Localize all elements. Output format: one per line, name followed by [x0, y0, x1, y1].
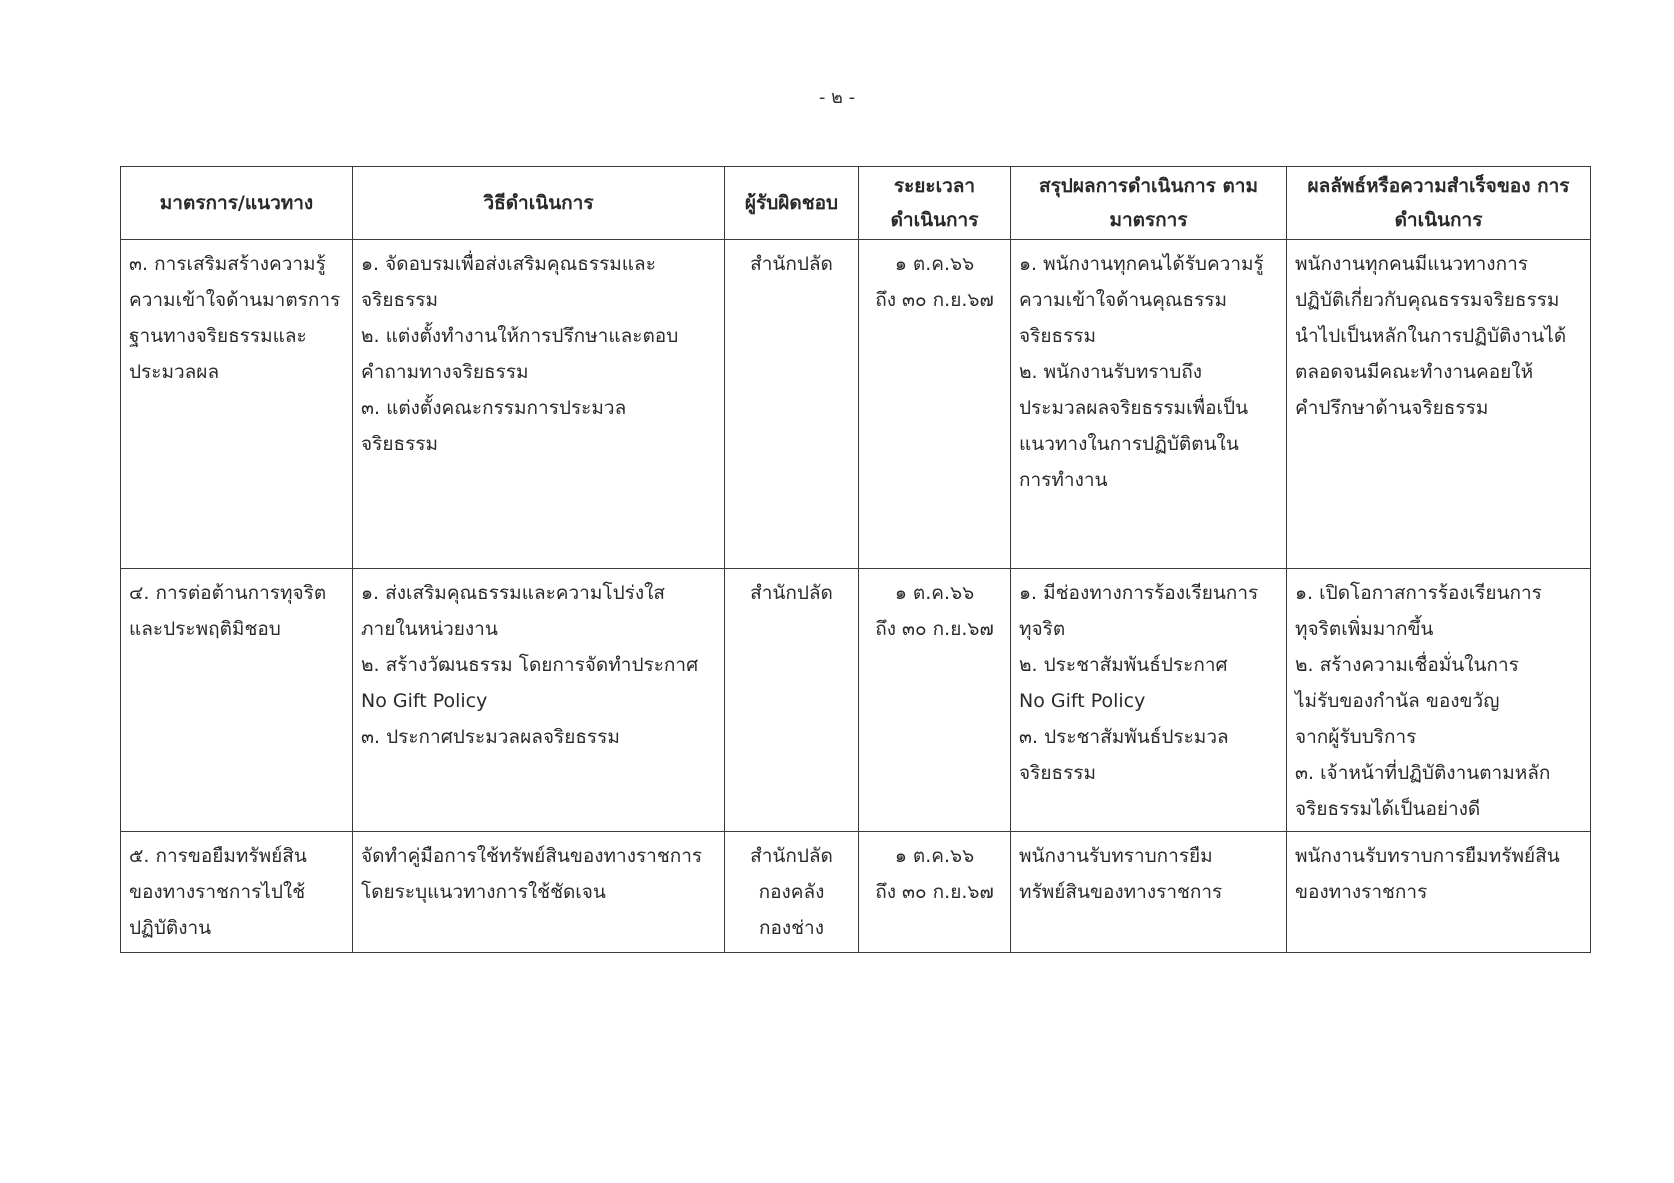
cell-measure: ๕. การขอยืมทรัพย์สิน ของทางราชการไปใช้ ปฏิบัติงาน: [121, 832, 353, 953]
cell-summary: ๑. มีช่องทางการร้องเรียนการ ทุจริต ๒. ประชาสัมพันธ์ประกาศ No Gift Policy ๓. ประชาสัมพันธ์ประมวล จริยธรรม: [1011, 569, 1287, 832]
header-method: วิธีดำเนินการ: [353, 167, 725, 240]
cell-result: ๑. เปิดโอกาสการร้องเรียนการ ทุจริตเพิ่มมากขึ้น ๒. สร้างความเชื่อมั่นในการ ไม่รับของกำนัล ของขวัญ จากผู้รับบริการ ๓. เจ้าหน้าที่ปฏิบัติงานตามหลัก จริยธรรมได้เป็นอย่างดี: [1287, 569, 1591, 832]
cell-measure: ๓. การเสริมสร้างความรู้ ความเข้าใจด้านมาตรการ ฐานทางจริยธรรมและ ประมวลผล: [121, 240, 353, 569]
header-measure: มาตรการ/แนวทาง: [121, 167, 353, 240]
cell-summary: ๑. พนักงานทุกคนได้รับความรู้ ความเข้าใจด้านคุณธรรม จริยธรรม ๒. พนักงานรับทราบถึง ประมวลผลจริยธรรมเพื่อเป็น แนวทางในการปฏิบัติตนใน การทำงาน: [1011, 240, 1287, 569]
cell-measure: ๔. การต่อต้านการทุจริต และประพฤติมิชอบ: [121, 569, 353, 832]
cell-period: ๑ ต.ค.๖๖ ถึง ๓๐ ก.ย.๖๗: [859, 832, 1011, 953]
header-responsible: ผู้รับผิดชอบ: [725, 167, 859, 240]
cell-responsible: สำนักปลัด: [725, 240, 859, 569]
header-summary: สรุปผลการดำเนินการ ตามมาตรการ: [1011, 167, 1287, 240]
cell-period: ๑ ต.ค.๖๖ ถึง ๓๐ ก.ย.๖๗: [859, 240, 1011, 569]
cell-period: ๑ ต.ค.๖๖ ถึง ๓๐ ก.ย.๖๗: [859, 569, 1011, 832]
cell-responsible: สำนักปลัด: [725, 569, 859, 832]
header-period: ระยะเวลา ดำเนินการ: [859, 167, 1011, 240]
cell-result: พนักงานรับทราบการยืมทรัพย์สิน ของทางราชการ: [1287, 832, 1591, 953]
cell-method: จัดทำคู่มือการใช้ทรัพย์สินของทางราชการ โดยระบุแนวทางการใช้ชัดเจน: [353, 832, 725, 953]
cell-method: ๑. จัดอบรมเพื่อส่งเสริมคุณธรรมและ จริยธรรม ๒. แต่งตั้งทำงานให้การปรึกษาและตอบ คำถามทางจริยธรรม ๓. แต่งตั้งคณะกรรมการประมวล จริยธรรม: [353, 240, 725, 569]
ethics-measures-table: [120, 166, 1591, 953]
cell-result: พนักงานทุกคนมีแนวทางการ ปฏิบัติเกี่ยวกับคุณธรรมจริยธรรม นำไปเป็นหลักในการปฏิบัติงานได้ ตลอดจนมีคณะทำงานคอยให้ คำปรึกษาด้านจริยธรรม: [1287, 240, 1591, 569]
page-number: - ๒ -: [818, 87, 856, 108]
cell-summary: พนักงานรับทราบการยืม ทรัพย์สินของทางราชการ: [1011, 832, 1287, 953]
header-result: ผลลัพธ์หรือความสำเร็จของ การดำเนินการ: [1287, 167, 1591, 240]
table-header-row: [121, 167, 1591, 240]
cell-method: ๑. ส่งเสริมคุณธรรมและความโปร่งใส ภายในหน่วยงาน ๒. สร้างวัฒนธรรม โดยการจัดทำประกาศ No Gift Policy ๓. ประกาศประมวลผลจริยธรรม: [353, 569, 725, 832]
table-row: [121, 832, 1591, 953]
cell-responsible: สำนักปลัด กองคลัง กองช่าง: [725, 832, 859, 953]
table-row: [121, 240, 1591, 569]
table-row: [121, 569, 1591, 832]
